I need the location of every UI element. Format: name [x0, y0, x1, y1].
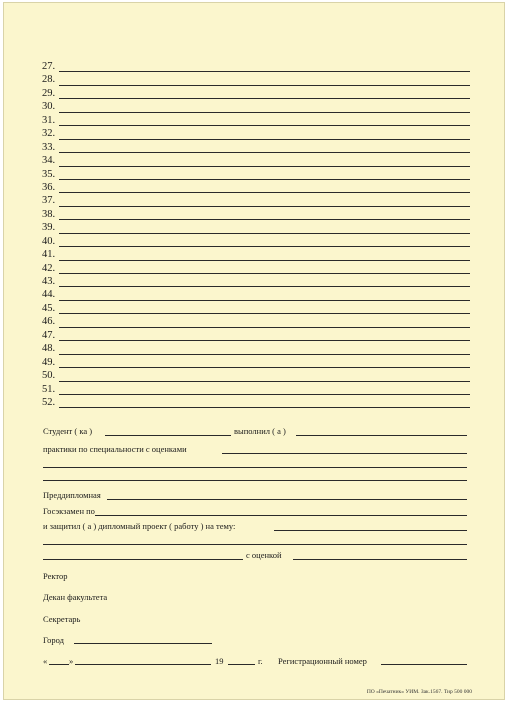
- entry-line[interactable]: [59, 85, 470, 86]
- entry-line[interactable]: [59, 407, 470, 408]
- prediploma-field[interactable]: [107, 499, 467, 500]
- line-number: 51.: [42, 383, 56, 395]
- date-open-quote: «: [43, 656, 48, 666]
- entry-line[interactable]: [59, 260, 470, 261]
- entry-line[interactable]: [59, 179, 470, 180]
- numbered-line-row: [42, 181, 470, 194]
- numbered-lines: [42, 60, 470, 409]
- city-label: Город: [43, 635, 64, 645]
- printer-footnote: ПО «Печатник» УИМ. Зак.1567. Тир 500 000: [366, 689, 472, 695]
- entry-line[interactable]: [59, 112, 470, 113]
- defended-label: и защитил ( а ) дипломный проект ( работу ) на тему:: [43, 521, 236, 531]
- year-prefix: 19: [215, 656, 224, 666]
- line-number: 44.: [42, 289, 56, 301]
- line-number: 46.: [42, 316, 56, 328]
- entry-line[interactable]: [59, 367, 470, 368]
- numbered-line-row: [42, 302, 470, 315]
- line-number: 35.: [42, 168, 56, 180]
- reg-number-label: Регистрационный номер: [278, 656, 367, 666]
- entry-line[interactable]: [59, 273, 470, 274]
- rector-label: Ректор: [43, 571, 68, 581]
- entry-line[interactable]: [59, 139, 470, 140]
- with-grade-label: с оценкой: [246, 550, 282, 560]
- numbered-line-row: [42, 100, 470, 113]
- line-number: 43.: [42, 276, 56, 287]
- line-number: 49.: [42, 356, 56, 368]
- entry-line[interactable]: [59, 98, 470, 99]
- numbered-line-row: [42, 168, 470, 181]
- entry-line[interactable]: [59, 286, 470, 287]
- line-number: 52.: [42, 396, 56, 408]
- entry-line[interactable]: [59, 246, 470, 247]
- numbered-line-row: [42, 60, 470, 73]
- prediploma-label: Преддипломная: [43, 490, 101, 500]
- numbered-line-row: [42, 275, 470, 288]
- state-exam-field[interactable]: [95, 515, 467, 516]
- line-number: 27.: [42, 61, 56, 72]
- numbered-line-row: [42, 369, 470, 382]
- line-number: 33.: [42, 141, 56, 153]
- line-number: 47.: [42, 329, 56, 341]
- grade-field[interactable]: [293, 559, 467, 560]
- numbered-line-row: [42, 127, 470, 140]
- entry-line[interactable]: [59, 300, 470, 301]
- entry-line[interactable]: [59, 152, 470, 153]
- entry-line[interactable]: [59, 192, 470, 193]
- entry-line[interactable]: [59, 166, 470, 167]
- line-number: 28.: [42, 74, 56, 86]
- entry-line[interactable]: [59, 340, 470, 341]
- dean-label: Декан факультета: [43, 592, 108, 602]
- state-exam-label: Госэкзамен по: [43, 506, 95, 516]
- practice-grades-line-2[interactable]: [43, 467, 467, 468]
- completed-label: выполнил ( а ): [234, 426, 286, 436]
- numbered-line-row: [42, 248, 470, 261]
- line-number: 45.: [42, 302, 56, 314]
- numbered-line-row: [42, 208, 470, 221]
- thesis-topic-field[interactable]: [274, 530, 467, 531]
- date-close-quote: »: [69, 656, 74, 666]
- completed-field[interactable]: [296, 435, 467, 436]
- numbered-line-row: [42, 262, 470, 275]
- line-number: 39.: [42, 222, 56, 234]
- date-month-field[interactable]: [75, 664, 211, 665]
- line-number: 36.: [42, 181, 56, 193]
- numbered-line-row: [42, 114, 470, 127]
- numbered-line-row: [42, 396, 470, 409]
- entry-line[interactable]: [59, 313, 470, 314]
- entry-line[interactable]: [59, 71, 470, 72]
- document-page: [3, 2, 505, 700]
- numbered-line-row: [42, 87, 470, 100]
- year-suffix: г.: [258, 656, 263, 666]
- line-number: 38.: [42, 208, 56, 220]
- line-number: 42.: [42, 262, 56, 274]
- thesis-topic-line-3[interactable]: [43, 559, 243, 560]
- numbered-line-row: [42, 235, 470, 248]
- numbered-line-row: [42, 73, 470, 86]
- line-number: 30.: [42, 101, 56, 113]
- numbered-line-row: [42, 356, 470, 369]
- line-number: 29.: [42, 87, 56, 99]
- numbered-line-row: [42, 154, 470, 167]
- reg-number-field[interactable]: [381, 664, 467, 665]
- entry-line[interactable]: [59, 206, 470, 207]
- practice-grades-line-3[interactable]: [43, 480, 467, 481]
- practice-grades-field[interactable]: [222, 453, 467, 454]
- entry-line[interactable]: [59, 327, 470, 328]
- line-number: 48.: [42, 343, 56, 355]
- line-number: 50.: [42, 370, 56, 382]
- numbered-line-row: [42, 194, 470, 207]
- entry-line[interactable]: [59, 394, 470, 395]
- line-number: 34.: [42, 155, 56, 167]
- line-number: 31.: [42, 114, 56, 126]
- city-field[interactable]: [74, 643, 212, 644]
- line-number: 41.: [42, 249, 56, 261]
- student-name-field[interactable]: [105, 435, 231, 436]
- numbered-line-row: [42, 342, 470, 355]
- practice-label: практики по специальности с оценками: [43, 444, 187, 454]
- numbered-line-row: [42, 141, 470, 154]
- numbered-line-row: [42, 315, 470, 328]
- entry-line[interactable]: [59, 381, 470, 382]
- thesis-topic-line-2[interactable]: [43, 544, 467, 545]
- numbered-line-row: [42, 329, 470, 342]
- date-day-field[interactable]: [49, 664, 69, 665]
- student-label: Студент ( ка ): [43, 426, 93, 436]
- entry-line[interactable]: [59, 233, 470, 234]
- entry-line[interactable]: [59, 354, 470, 355]
- entry-line[interactable]: [59, 219, 470, 220]
- numbered-line-row: [42, 383, 470, 396]
- numbered-line-row: [42, 288, 470, 301]
- numbered-line-row: [42, 221, 470, 234]
- line-number: 40.: [42, 235, 56, 247]
- secretary-label: Секретарь: [43, 614, 81, 624]
- line-number: 32.: [42, 128, 56, 140]
- line-number: 37.: [42, 195, 56, 207]
- entry-line[interactable]: [59, 125, 470, 126]
- year-field[interactable]: [228, 664, 255, 665]
